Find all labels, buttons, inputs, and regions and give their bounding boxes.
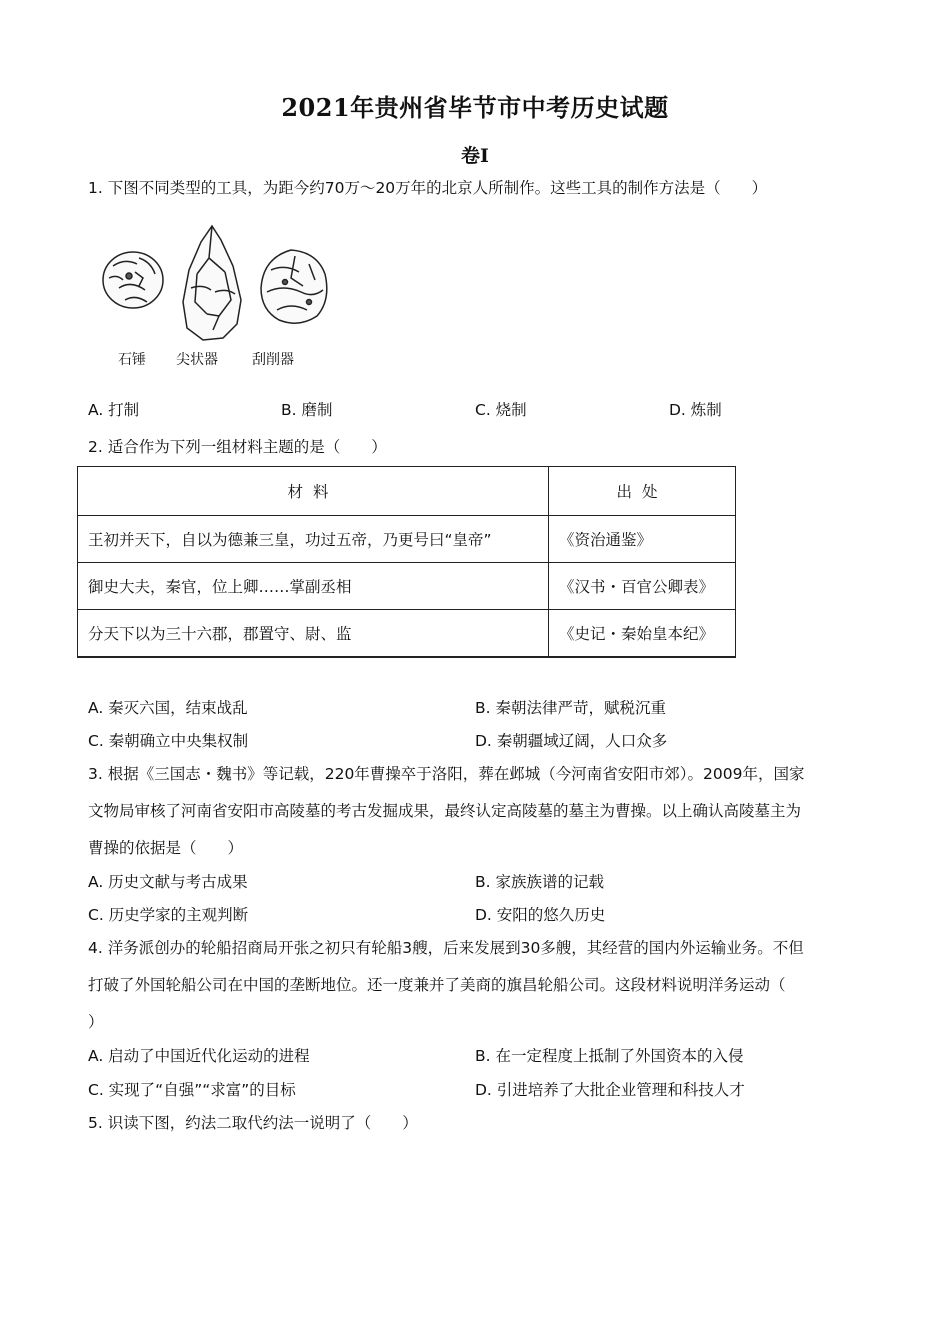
q1-option-c: C. 烧制 (475, 401, 527, 419)
q1-option-d: D. 炼制 (669, 401, 722, 419)
question-4-line-1: 4. 洋务派创办的轮船招商局开张之初只有轮船3艘，后来发展到30多艘，其经营的国内外运输业务。不但 (88, 939, 804, 957)
table-header-source: 出处 (549, 467, 736, 516)
scraper-drawing (261, 250, 327, 323)
question-5-stem: 5. 识读下图，约法二取代约法一说明了（ ） (88, 1114, 418, 1132)
q3-option-c: C. 历史学家的主观判断 (88, 906, 249, 924)
question-2-stem: 2. 适合作为下列一组材料主题的是（ ） (88, 438, 387, 456)
question-3-line-2: 文物局审核了河南省安阳市高陵墓的考古发掘成果，最终认定高陵墓的墓主为曹操。以上确认高陵墓主为 (88, 802, 802, 820)
table-cell-source: 《汉书・百官公卿表》 (549, 563, 736, 610)
pointed-tool-drawing (183, 226, 241, 340)
table-cell-material: 分天下以为三十六郡，郡置守、尉、监 (78, 610, 549, 658)
table-cell-material: 王初并天下，自以为德兼三皇，功过五帝，乃更号曰“皇帝” (78, 516, 549, 563)
q3-option-d: D. 安阳的悠久历史 (475, 906, 606, 924)
table-row (78, 516, 736, 563)
figure-label-pointed-tool: 尖状器 (176, 352, 218, 368)
q4-option-c: C. 实现了“自强”“求富”的目标 (88, 1081, 296, 1099)
question-3-line-1: 3. 根据《三国志・魏书》等记载，220年曹操卒于洛阳，葬在邺城（今河南省安阳市郊）。2009年，国家 (88, 765, 805, 783)
q1-option-b: B. 磨制 (281, 401, 333, 419)
table-cell-source: 《资治通鉴》 (549, 516, 736, 563)
q2-option-a: A. 秦灭六国，结束战乱 (88, 699, 248, 717)
question-1-stem: 1. 下图不同类型的工具，为距今约70万～20万年的北京人所制作。这些工具的制作方法是（ ） (88, 179, 768, 197)
table-cell-source: 《史记・秦始皇本纪》 (549, 610, 736, 658)
table-header-row (78, 467, 736, 516)
q2-option-c: C. 秦朝确立中央集权制 (88, 732, 249, 750)
figure-label-stone-hammer: 石锤 (118, 352, 146, 368)
q4-option-b: B. 在一定程度上抵制了外国资本的入侵 (475, 1047, 744, 1065)
materials-table (77, 466, 736, 658)
table-header-material: 材料 (78, 467, 549, 516)
question-3-line-3: 曹操的依据是（ ） (88, 839, 244, 857)
q3-option-b: B. 家族族谱的记载 (475, 873, 604, 891)
table-row (78, 610, 736, 658)
figure-label-scraper: 刮削器 (252, 352, 294, 368)
q2-option-b: B. 秦朝法律严苛，赋税沉重 (475, 699, 666, 717)
question-4-line-2: 打破了外国轮船公司在中国的垄断地位。还一度兼并了美商的旗昌轮船公司。这段材料说明洋务运动（ (88, 976, 786, 994)
table-row (78, 563, 736, 610)
q3-option-a: A. 历史文献与考古成果 (88, 873, 248, 891)
q4-option-a: A. 启动了中国近代化运动的进程 (88, 1047, 310, 1065)
table-cell-material: 御史大夫，秦官，位上卿……掌副丞相 (78, 563, 549, 610)
section-heading: 卷Ⅰ (461, 145, 489, 167)
q2-option-d: D. 秦朝疆域辽阔，人口众多 (475, 732, 668, 750)
question-4-line-3: ） (88, 1013, 104, 1031)
q1-option-a: A. 打制 (88, 401, 140, 419)
stone-hammer-drawing (103, 252, 163, 308)
page-title: 2021年贵州省毕节市中考历史试题 (281, 93, 669, 122)
q4-option-d: D. 引进培养了大批企业管理和科技人才 (475, 1081, 745, 1099)
